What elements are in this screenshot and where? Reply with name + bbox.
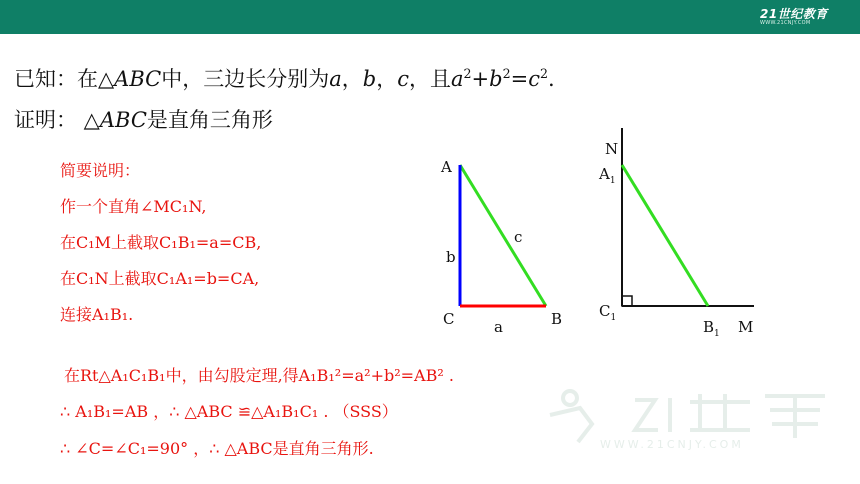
label-N: N	[605, 140, 619, 158]
label-B: B	[551, 310, 563, 328]
label-A1: $A_1$	[599, 165, 616, 186]
explanation-title: 简要说明：	[60, 161, 141, 180]
proof-line-3: ∴ ∠C=∠C₁=90° ，∴ △ABC是直角三角形.	[60, 439, 374, 458]
label-A: A	[441, 158, 452, 176]
label-C: C	[443, 310, 455, 328]
proof-line-1: 在Rt△A₁C₁B₁中，由勾股定理,得A₁B₁²=a²+b²=AB² .	[64, 366, 454, 385]
explanation-step-3: 在C₁N上截取C₁A₁=b=CA,	[60, 269, 260, 288]
logo-subtext: WWW.21CNJY.COM	[760, 20, 811, 26]
label-a: a	[494, 318, 503, 336]
logo-text: 21世纪教育	[760, 7, 828, 21]
svg-text:WWW.21CNJY.COM: WWW.21CNJY.COM	[600, 438, 744, 450]
right-angle-mark	[622, 296, 632, 306]
explanation-step-4: 连接A₁B₁.	[60, 305, 134, 324]
explanation-step-2: 在C₁M上截取C₁B₁=a=CB,	[60, 233, 262, 252]
given-statement: 已知：在△ABC中，三边长分别为a，b，c，且$a^2+b^2=c^2$.	[14, 66, 555, 91]
explanation-step-1: 作一个直角∠MC₁N,	[60, 197, 207, 216]
label-c: c	[514, 228, 523, 246]
proof-line-2: ∴ A₁B₁=AB ，∴ △ABC ≌△A₁B₁C₁ . （SSS）	[60, 402, 398, 421]
label-B1: $B_1$	[703, 318, 720, 339]
label-b: b	[446, 248, 456, 266]
segment-A1B1	[622, 165, 708, 306]
label-M: M	[738, 318, 754, 336]
label-C1: $C_1$	[599, 302, 617, 323]
prove-statement: 证明： △ABC是直角三角形	[14, 108, 273, 132]
